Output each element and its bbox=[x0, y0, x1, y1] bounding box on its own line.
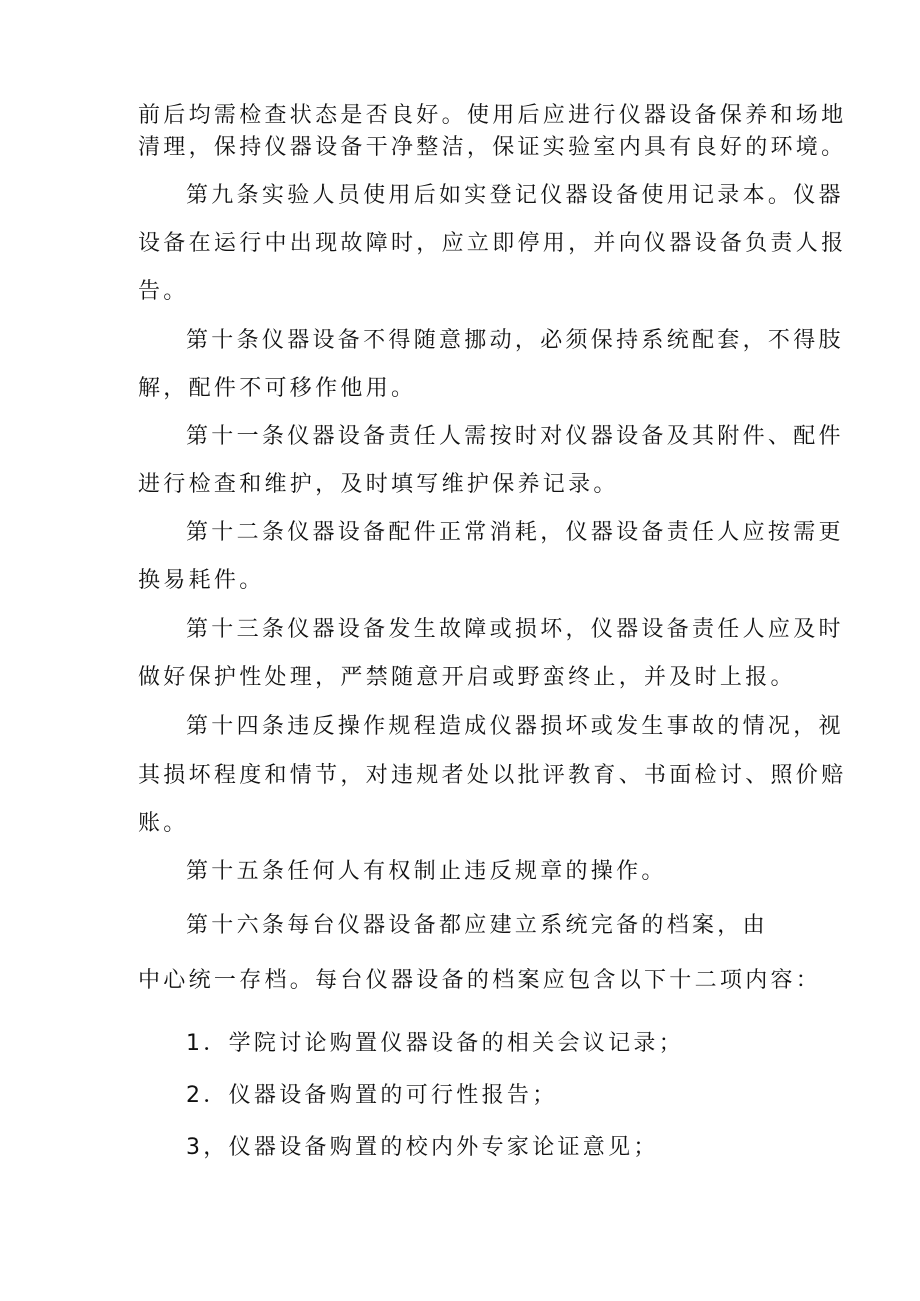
text-line: 账。 bbox=[138, 811, 189, 836]
list-item-1: 1．学院讨论购置仪器设备的相关会议记录； bbox=[186, 1031, 684, 1056]
article-14-start: 第十四条违反操作规程造成仪器损坏或发生事故的情况，视 bbox=[186, 714, 844, 739]
text-line: 解，配件不可移作他用。 bbox=[138, 376, 417, 401]
text-line: 做好保护性处理，严禁随意开启或野蛮终止，并及时上报。 bbox=[138, 665, 796, 690]
text-line: 清理，保持仪器设备干净整洁，保证实验室内具有良好的环境。 bbox=[138, 135, 847, 160]
text-line: 换易耗件。 bbox=[138, 568, 265, 593]
text-line: 其损坏程度和情节，对违规者处以批评教育、书面检讨、照价赔 bbox=[138, 763, 847, 788]
article-16-start: 第十六条每台仪器设备都应建立系统完备的档案，由 bbox=[186, 913, 768, 938]
text-line: 告。 bbox=[138, 279, 189, 304]
list-item-2: 2．仪器设备购置的可行性报告； bbox=[186, 1083, 558, 1108]
text-line: 设备在运行中出现故障时，应立即停用，并向仪器设备负责人报 bbox=[138, 231, 847, 256]
article-12-start: 第十二条仪器设备配件正常消耗，仪器设备责任人应按需更 bbox=[186, 520, 844, 545]
text-line: 前后均需检查状态是否良好。使用后应进行仪器设备保养和场地 bbox=[138, 103, 847, 128]
article-15-start: 第十五条任何人有权制止违反规章的操作。 bbox=[186, 859, 667, 884]
text-line: 中心统一存档。每台仪器设备的档案应包含以下十二项内容： bbox=[138, 968, 822, 993]
article-9-start: 第九条实验人员使用后如实登记仪器设备使用记录本。仪器 bbox=[186, 183, 844, 208]
article-13-start: 第十三条仪器设备发生故障或损坏，仪器设备责任人应及时 bbox=[186, 617, 844, 642]
text-line: 进行检查和维护，及时填写维护保养记录。 bbox=[138, 472, 619, 497]
article-11-start: 第十一条仪器设备责任人需按时对仪器设备及其附件、配件 bbox=[186, 424, 844, 449]
list-item-3: 3，仪器设备购置的校内外专家论证意见； bbox=[186, 1135, 659, 1160]
article-10-start: 第十条仪器设备不得随意挪动，必须保持系统配套，不得肢 bbox=[186, 328, 844, 353]
